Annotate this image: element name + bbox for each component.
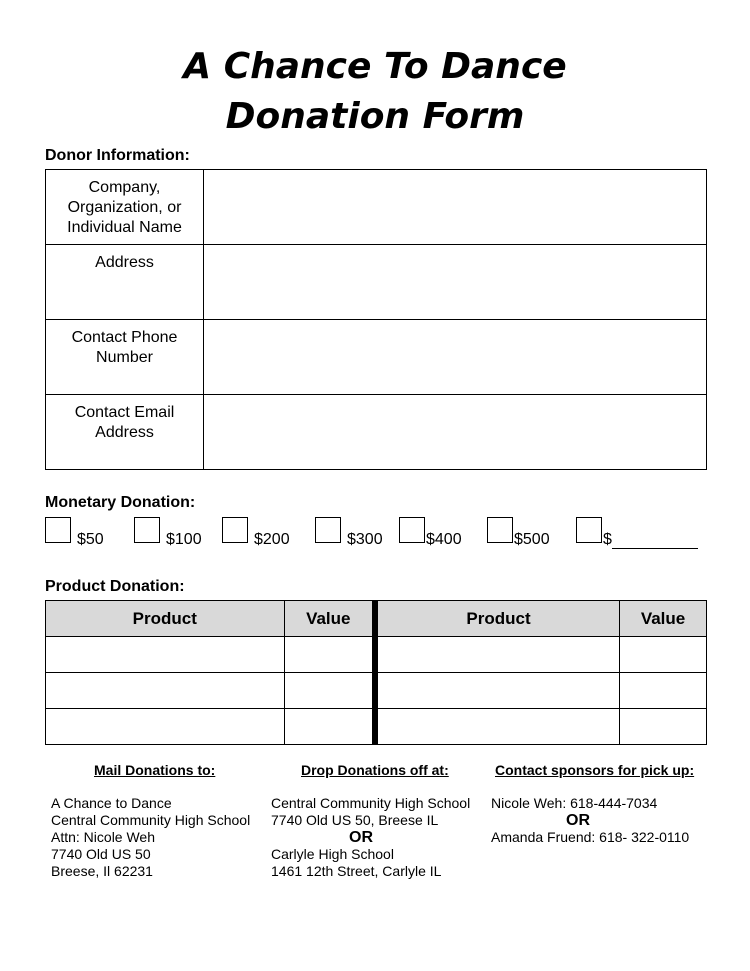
product-cell[interactable] [375,673,620,709]
form-title-line-2: Donation Form [225,96,525,137]
donor-address-label: Address [46,245,204,320]
donor-name-field[interactable] [204,170,707,245]
mail-donations-section: Mail Donations to: A Chance to Dance Central Community High School Attn: Nicole Weh 7740 Old US 50 Breese, Il 62231 [51,762,251,879]
donor-row-phone [46,320,707,395]
product-header-row [46,601,707,637]
donor-information-heading: Donor Information: [45,147,190,164]
monetary-options [45,517,725,551]
drop-donations-heading: Drop Donations off at: [301,762,449,778]
value-cell[interactable] [620,709,707,745]
table-row [46,637,707,673]
value-column-header: Value [620,601,707,637]
donor-phone-field[interactable] [204,320,707,395]
option-100[interactable]: $100 [134,517,202,543]
checkbox[interactable] [399,517,425,543]
donor-name-label: Company, Organization, or Individual Name [46,170,204,245]
product-cell[interactable] [375,637,620,673]
value-cell[interactable] [284,673,375,709]
option-300[interactable]: $300 [315,517,383,543]
donor-row-email [46,395,707,470]
product-cell[interactable] [46,673,285,709]
checkbox[interactable] [134,517,160,543]
checkbox[interactable] [487,517,513,543]
value-cell[interactable] [620,673,707,709]
or-separator: OR [349,829,373,846]
form-title-line-1: A Chance To Dance [183,46,567,87]
table-row [46,673,707,709]
or-separator: OR [566,812,590,829]
checkbox[interactable] [576,517,602,543]
donor-email-label: Contact Email Address [46,395,204,470]
option-custom[interactable]: $ [576,517,698,543]
value-cell[interactable] [620,637,707,673]
donor-row-address [46,245,707,320]
checkbox[interactable] [315,517,341,543]
option-400[interactable]: $400 [399,517,462,543]
mail-donations-heading: Mail Donations to: [94,762,216,778]
option-200[interactable]: $200 [222,517,290,543]
monetary-donation-heading: Monetary Donation: [45,494,196,511]
product-column-header: Product [375,601,620,637]
custom-amount-line[interactable] [612,534,698,549]
product-column-header: Product [46,601,285,637]
product-cell[interactable] [46,709,285,745]
contact-sponsors-section: Contact sponsors for pick up: Nicole Weh: 618-444-7034 OR Amanda Fruend: 618- 322-0110 [491,762,695,845]
product-cell[interactable] [46,637,285,673]
value-cell[interactable] [284,637,375,673]
drop-donations-section: Drop Donations off at: Central Community High School 7740 Old US 50, Breese IL OR Carlyle High School 1461 12th Street, Carlyle IL [271,762,471,879]
donor-email-field[interactable] [204,395,707,470]
donor-address-field[interactable] [204,245,707,320]
product-donation-heading: Product Donation: [45,578,185,595]
donor-row-name [46,170,707,245]
donor-phone-label: Contact Phone Number [46,320,204,395]
contact-sponsors-heading: Contact sponsors for pick up: [495,762,695,778]
product-donation-table [45,600,707,745]
option-500[interactable]: $500 [487,517,550,543]
value-cell[interactable] [284,709,375,745]
product-cell[interactable] [375,709,620,745]
donor-information-table [45,169,707,470]
checkbox[interactable] [222,517,248,543]
value-column-header: Value [284,601,375,637]
table-row [46,709,707,745]
checkbox[interactable] [45,517,71,543]
option-50[interactable]: $50 [45,517,104,543]
